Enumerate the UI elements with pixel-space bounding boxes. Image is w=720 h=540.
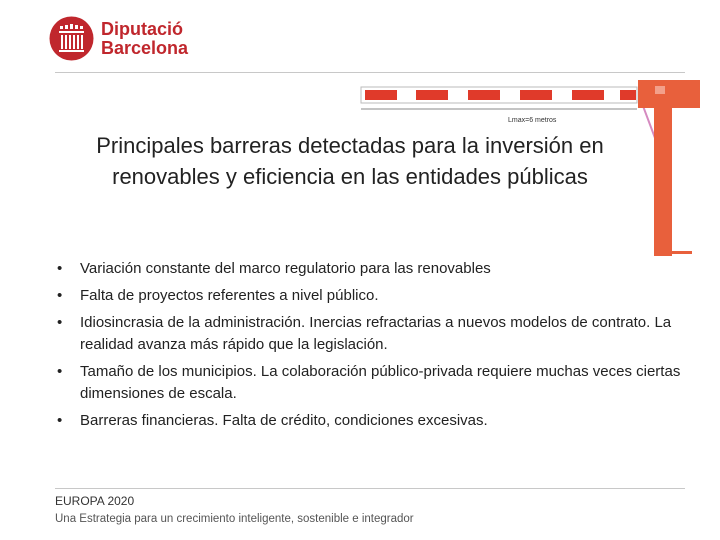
bullet-text: Variación constante del marco regulatorio para las renovables bbox=[80, 260, 491, 277]
diputacio-logo-icon bbox=[49, 16, 94, 61]
footer-title: EUROPA 2020 bbox=[55, 494, 135, 508]
bullet-item bbox=[55, 258, 685, 280]
brand-line1: Diputació bbox=[101, 19, 184, 39]
bullet-item bbox=[55, 410, 685, 432]
brand-line2: Barcelona bbox=[101, 38, 189, 58]
footer-subtitle: Una Estrategia para un crecimiento inteligente, sostenible e integrador bbox=[55, 513, 414, 525]
bullet-text: Tamaño de los municipios. La colaboración público-privada requiere muchas veces ciertas dimensiones de escala. bbox=[80, 363, 681, 402]
title-line2: renovables y eficiencia en las entidades públicas bbox=[112, 164, 588, 189]
slide-title bbox=[30, 130, 670, 192]
bullet-dot-icon: • bbox=[57, 363, 63, 380]
barrier-caption: Lmax=6 metros bbox=[508, 117, 557, 124]
bullet-dot-icon: • bbox=[57, 412, 63, 429]
bullet-item bbox=[55, 361, 685, 405]
bullet-text: Idiosincrasia de la administración. Inercias refractarias a nuevos modelos de contrato. La realidad avanza más rápido que la legislación. bbox=[80, 314, 672, 353]
bullet-dot-icon: • bbox=[57, 314, 63, 331]
bullet-text: Falta de proyectos referentes a nivel público. bbox=[80, 287, 379, 304]
bullet-list bbox=[55, 258, 685, 437]
bullet-dot-icon: • bbox=[57, 260, 63, 277]
bullet-item bbox=[55, 312, 685, 356]
bullet-item bbox=[55, 285, 685, 307]
bullet-text: Barreras financieras. Falta de crédito, condiciones excesivas. bbox=[80, 412, 488, 429]
bullet-dot-icon: • bbox=[57, 287, 63, 304]
header-divider bbox=[55, 72, 685, 73]
title-line1: Principales barreras detectadas para la inversión en bbox=[96, 133, 604, 158]
footer-divider bbox=[55, 488, 685, 489]
brand-name bbox=[101, 20, 188, 58]
